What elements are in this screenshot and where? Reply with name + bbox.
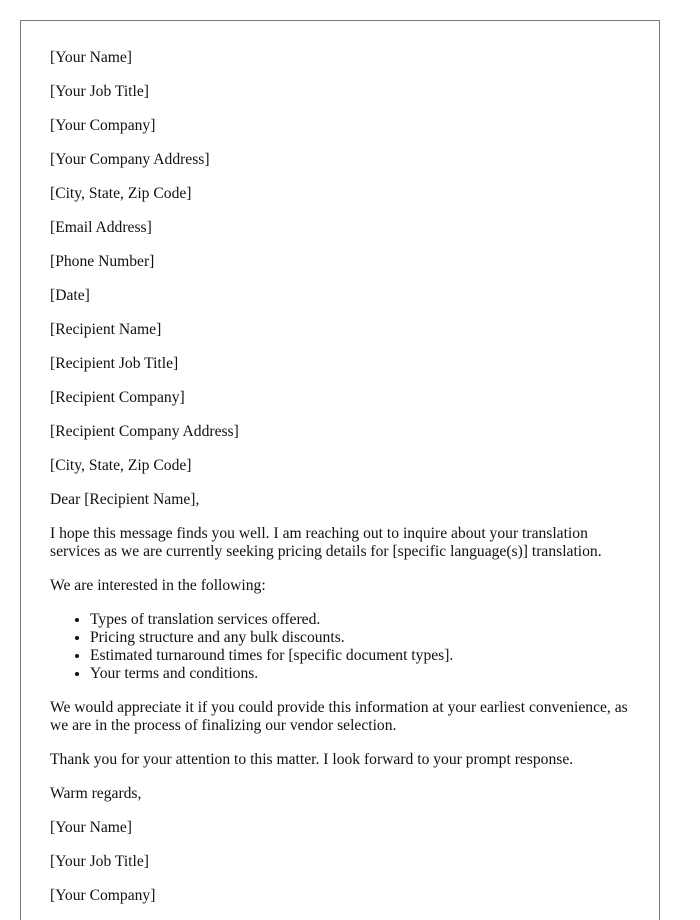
sender-city-state-zip: [City, State, Zip Code] (50, 185, 192, 202)
recipient-company-address: [Recipient Company Address] (50, 423, 239, 440)
sender-job-title: [Your Job Title] (50, 83, 149, 100)
sender-phone: [Phone Number] (50, 253, 155, 270)
closing: Warm regards, (50, 785, 142, 802)
list-item: • Your terms and conditions. (90, 665, 640, 683)
sender-email: [Email Address] (50, 219, 152, 236)
sender-company-address: [Your Company Address] (50, 151, 210, 168)
salutation: Dear [Recipient Name], (50, 491, 200, 508)
recipient-city-state-zip: [City, State, Zip Code] (50, 457, 192, 474)
letter-body (50, 49, 640, 920)
recipient-company: [Recipient Company] (50, 389, 185, 406)
sender-name: [Your Name] (50, 49, 133, 66)
list-item: • Pricing structure and any bulk discounts. (90, 629, 640, 647)
request-paragraph: We would appreciate it if you could provide this information at your earliest convenience, as we are in the process of finalizing our vendor selection. (50, 699, 628, 734)
letter-page (20, 20, 660, 920)
sender-company: [Your Company] (50, 117, 156, 134)
recipient-job-title: [Recipient Job Title] (50, 355, 179, 372)
letter-date: [Date] (50, 287, 90, 304)
thanks-paragraph: Thank you for your attention to this matter. I look forward to your prompt response. (50, 751, 574, 768)
recipient-name: [Recipient Name] (50, 321, 162, 338)
list-intro: We are interested in the following: (50, 577, 266, 594)
list-item: • Estimated turnaround times for [specific document types]. (90, 647, 640, 665)
intro-paragraph: I hope this message finds you well. I am reaching out to inquire about your translation services as we are currently seeking pricing details for [specific language(s)] translation. (50, 525, 602, 560)
signature-company: [Your Company] (50, 887, 156, 904)
list-item: • Types of translation services offered. (90, 611, 640, 629)
interest-list (50, 611, 640, 683)
signature-job-title: [Your Job Title] (50, 853, 149, 870)
signature-name: [Your Name] (50, 819, 133, 836)
